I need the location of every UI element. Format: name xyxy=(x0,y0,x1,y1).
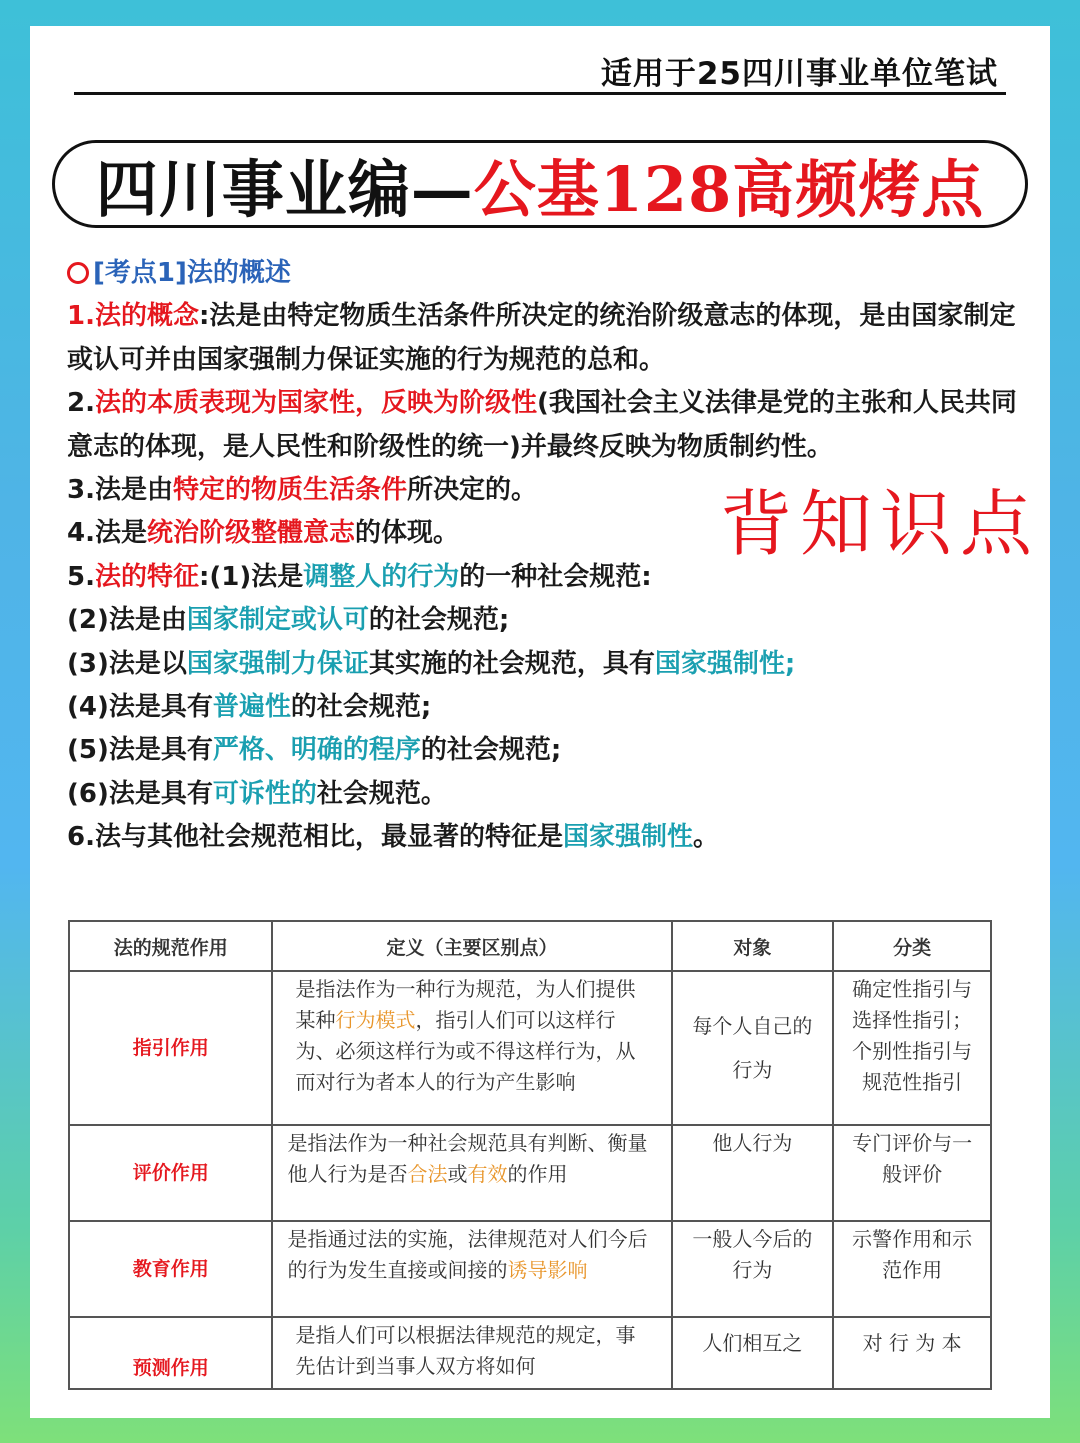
point-2-key2: 反映为阶级性 xyxy=(381,388,538,419)
feature-5-hl: 严格、明确的程序 xyxy=(212,735,421,766)
col-header-object: 对象 xyxy=(672,921,834,971)
def-highlight: 诱导影响 xyxy=(507,1258,588,1282)
page-title xyxy=(52,140,1028,228)
page-card xyxy=(30,26,1050,1418)
point-6-pre: 6.法与其他社会规范相比，最显著的特征是 xyxy=(67,822,563,853)
def-text: 是指通过法的实施，法律规范对人们今后的行为发生直接或间接的 xyxy=(287,1227,648,1282)
point-6-hl: 国家强制性 xyxy=(562,822,693,853)
feature-6 xyxy=(67,773,1031,816)
feature-6-pre: (6)法是具有 xyxy=(67,778,213,809)
feature-3-hl1: 国家强制力保证 xyxy=(186,648,369,679)
def-text: ，指引人们可以这样行为、必须这样行为或不得这样行为，从而对行为者本人的行为产生影响 xyxy=(295,1008,636,1094)
row-name: 评价作用 xyxy=(69,1125,272,1221)
row-name: 教育作用 xyxy=(69,1221,272,1317)
point-2-sep: ， xyxy=(354,388,381,419)
row-object: 人们相互之 xyxy=(672,1317,834,1389)
feature-2-post: 的社会规范; xyxy=(368,605,510,636)
def-text: 是指法作为一种行为规范，为人们提供某种 xyxy=(295,977,636,1032)
feature-3-hl2: 国家强制性; xyxy=(654,648,796,679)
point-2 xyxy=(67,382,1031,469)
row-class: 对 行 为 本 xyxy=(833,1317,991,1389)
law-functions-table xyxy=(68,920,992,1390)
col-header-definition: 定义（主要区别点） xyxy=(272,921,671,971)
feature-6-hl: 可诉性的 xyxy=(212,778,317,809)
title-red-part: 公基128高频烤点 xyxy=(473,152,985,226)
def-text: 或 xyxy=(447,1162,468,1186)
section-heading xyxy=(67,252,1031,295)
def-highlight: 有效 xyxy=(467,1162,508,1186)
row-object: 他人行为 xyxy=(672,1125,834,1221)
section-label: [考点1]法的概述 xyxy=(93,258,291,288)
point-6-post: 。 xyxy=(692,822,719,853)
point-1-key: 1.法的概念 xyxy=(67,301,199,332)
point-5-post: 的一种社会规范: xyxy=(459,561,652,592)
def-highlight: 合法 xyxy=(407,1162,448,1186)
col-header-class: 分类 xyxy=(833,921,991,971)
def-highlight: 行为模式 xyxy=(335,1008,416,1032)
point-2-key1: 法的本质表现为国家性 xyxy=(94,388,355,419)
feature-5-post: 的社会规范; xyxy=(420,735,562,766)
point-5-pre: :(1)法是 xyxy=(198,561,304,592)
point-4-pre: 4.法是 xyxy=(67,518,147,549)
point-1-text: :法是由特定物质生活条件所决定的统治阶级意志的体现，是由国家制定或认可并由国家强制力保证实施的行为规范的总和。 xyxy=(67,301,1016,375)
point-2-num: 2. xyxy=(67,388,95,419)
feature-5 xyxy=(67,729,1031,772)
table-row xyxy=(69,1125,991,1221)
feature-4-hl: 普遍性 xyxy=(212,692,291,723)
feature-5-pre: (5)法是具有 xyxy=(67,735,213,766)
def-text: 是指人们可以根据法律规范的规定，事先估计到当事人双方将如何 xyxy=(295,1323,636,1378)
point-5-num: 5. xyxy=(67,561,95,592)
feature-6-post: 社会规范。 xyxy=(316,778,447,809)
table-row xyxy=(69,971,991,1125)
feature-3 xyxy=(67,643,1031,686)
point-4-post: 的体现。 xyxy=(354,518,459,549)
circle-icon xyxy=(67,262,89,284)
row-name: 指引作用 xyxy=(69,971,272,1125)
def-text: 是指法作为一种社会规范具有判断、衡量他人行为是否 xyxy=(287,1131,648,1186)
table-row xyxy=(69,1221,991,1317)
title-black-part: 四川事业编— xyxy=(95,152,474,226)
feature-3-mid: 其实施的社会规范，具有 xyxy=(368,648,655,679)
feature-2-pre: (2)法是由 xyxy=(67,605,187,636)
feature-2-hl: 国家制定或认可 xyxy=(186,605,369,636)
row-definition xyxy=(272,971,671,1125)
feature-4-post: 的社会规范; xyxy=(290,692,432,723)
point-5-hl: 调整人的行为 xyxy=(303,561,460,592)
row-class: 专门评价与一般评价 xyxy=(833,1125,991,1221)
feature-2 xyxy=(67,599,1031,642)
row-definition xyxy=(272,1221,671,1317)
feature-4-pre: (4)法是具有 xyxy=(67,692,213,723)
row-name: 预测作用 xyxy=(69,1317,272,1389)
col-header-function: 法的规范作用 xyxy=(69,921,272,971)
row-class: 示警作用和示范作用 xyxy=(833,1221,991,1317)
feature-4 xyxy=(67,686,1031,729)
table-header-row xyxy=(69,921,991,971)
point-6 xyxy=(67,816,1031,859)
def-text: 的作用 xyxy=(507,1162,568,1186)
point-1 xyxy=(67,295,1031,382)
row-definition xyxy=(272,1125,671,1221)
point-4-key: 统治阶级整體意志 xyxy=(146,518,355,549)
header-rule xyxy=(74,92,1006,95)
point-3-post: 所决定的。 xyxy=(406,475,537,506)
point-3-pre: 3.法是由 xyxy=(67,475,173,506)
table-row xyxy=(69,1317,991,1389)
row-class: 确定性指引与选择性指引；个别性指引与规范性指引 xyxy=(833,971,991,1125)
row-definition xyxy=(272,1317,671,1389)
memorize-stamp: 背知识点 xyxy=(720,482,1041,566)
exam-subtitle: 适用于25四川事业单位笔试 xyxy=(600,56,998,92)
row-object: 一般人今后的行为 xyxy=(672,1221,834,1317)
point-5-key: 法的特征 xyxy=(94,561,199,592)
feature-3-pre: (3)法是以 xyxy=(67,648,187,679)
row-object: 每个人自己的行为 xyxy=(672,971,834,1125)
point-3-key: 特定的物质生活条件 xyxy=(172,475,407,506)
point-2-text: (我国社会主义法律是党的主张和人民共同意志的体现，是人民性和阶级性的统一)并最终反映为物质制约性。 xyxy=(67,388,1017,462)
